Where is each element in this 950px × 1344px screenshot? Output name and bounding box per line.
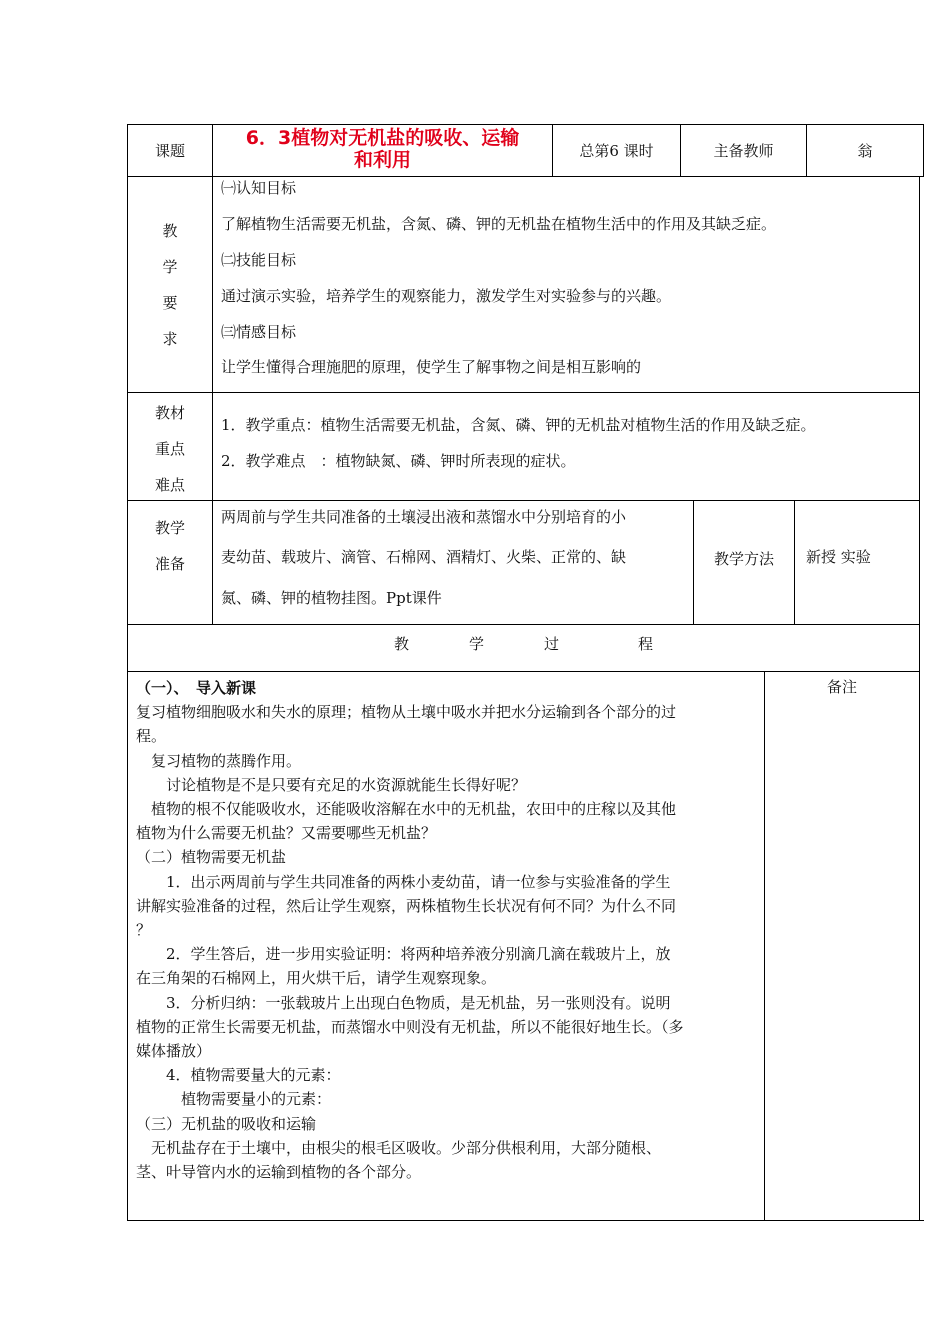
process-line: 在三角架的石棉网上，用火烘干后，请学生观察现象。 [136,969,497,988]
row-divider [127,624,920,625]
period-count: 总第6 课时 [579,142,654,160]
process-body [136,676,762,1184]
process-line: 2．学生答后，进一步用实验证明：将两种培养液分别滴几滴在载玻片上，放 [136,945,671,964]
process-line: 植物需要量小的元素： [136,1090,332,1109]
key-point-2: 2．教学难点 ：植物缺氮、磷、钾时所表现的症状。 [221,452,576,470]
process-line: 3．分析归纳：一张载玻片上出现白色物质，是无机盐，另一张则没有。说明 [136,993,671,1012]
method-label: 教学方法 [713,550,774,568]
preparation-line: 氮、磷、钾的植物挂图。Ppt课件 [221,589,442,607]
process-line: 讨论植物是不是只要有充足的水资源就能生长得好呢？ [136,775,527,794]
lesson-title-line2: 和利用 [353,149,411,171]
row-divider [127,500,920,501]
table-border-bottom [127,1220,924,1221]
process-line: 媒体播放） [136,1042,212,1061]
key-points-label: 教材 重点 难点 [154,404,185,494]
cognitive-heading: ㈠认知目标 [221,179,297,197]
table-border-right [919,176,920,1221]
preparation-line: 两周前与学生共同准备的土壤浸出液和蒸馏水中分别培育的小 [221,508,627,526]
process-line: 植物为什么需要无机盐？又需要哪些无机盐？ [136,824,437,843]
process-line: 植物的正常生长需要无机盐，而蒸馏水中则没有无机盐，所以不能很好地生长。（多 [136,1017,684,1036]
cognitive-text: 了解植物生活需要无机盐，含氮、磷、钾的无机盐在植物生活中的作用及其缺乏症。 [221,215,777,233]
emotion-text: 让学生懂得合理施肥的原理，使学生了解事物之间是相互影响的 [221,358,642,376]
process-line: 讲解实验准备的过程，然后让学生观察，两株植物生长状况有何不同？为什么不同 [136,896,677,915]
lesson-title-line1: 6．3植物对无机盐的吸收、运输 [245,127,520,149]
process-line: 程。 [136,727,167,746]
process-line: 1．出示两周前与学生共同准备的两株小麦幼苗，请一位参与实验准备的学生 [136,872,671,891]
lesson-title [213,127,552,171]
topic-label: 课题 [154,142,185,160]
process-line: 植物的根不仅能吸收水，还能吸收溶解在水中的无机盐，农田中的庄稼以及其他 [136,800,677,819]
process-line: ？ [136,921,152,940]
teacher-label: 主备教师 [713,142,774,160]
table-border-right [923,124,924,177]
section-heading: （二）植物需要无机盐 [136,848,287,867]
notes-label: 备注 [826,678,857,696]
process-line: 复习植物的蒸腾作用。 [136,751,302,770]
row-divider [127,671,920,672]
col-divider [764,671,765,1221]
process-heading: 教 学 过 程 [394,635,654,653]
preparation-line: 麦幼苗、载玻片、滴管、石棉网、酒精灯、火柴、正常的、缺 [221,548,627,566]
emotion-heading: ㈢情感目标 [221,323,297,341]
method-value: 新授 实验 [806,548,871,566]
skill-heading: ㈡技能目标 [221,251,297,269]
table-border-top [127,124,924,125]
col-divider [794,500,795,625]
section-heading: （一）、 导入新课 [136,679,257,697]
col-divider [212,176,213,625]
process-line: 茎、叶导管内水的运输到植物的各个部分。 [136,1163,422,1182]
section-heading: （三）无机盐的吸收和运输 [136,1114,317,1133]
requirements-label: 教 学 要 求 [162,222,178,348]
process-line: 4．植物需要量大的元素： [136,1066,341,1085]
key-point-1: 1．教学重点：植物生活需要无机盐，含氮、磷、钾的无机盐对植物生活的作用及缺乏症。 [221,416,816,434]
row-divider [127,392,920,393]
teacher-name: 翁 [857,142,873,160]
process-line: 复习植物细胞吸水和失水的原理；植物从土壤中吸水并把水分运输到各个部分的过 [136,703,677,722]
process-line: 无机盐存在于土壤中，由根尖的根毛区吸收。少部分供根利用，大部分随根、 [136,1138,662,1157]
skill-text: 通过演示实验，培养学生的观察能力，激发学生对实验参与的兴趣。 [221,287,672,305]
preparation-label: 教学 准备 [154,519,185,573]
